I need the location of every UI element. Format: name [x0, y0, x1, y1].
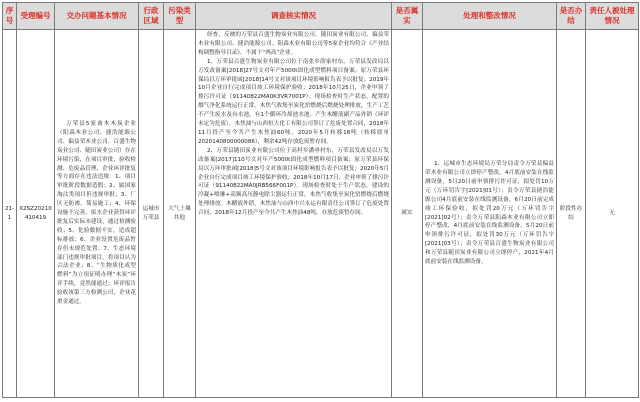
cell-investigation: [196, 30, 392, 398]
header-issue: 交办问题基本情况: [55, 3, 139, 30]
issue-text: 万荣县5家禽木木炭企业（阳森木业公司、捷浩能源公司、偏益荣木业公司、百盛生物炭业公司、随田炭业公司）存在环境污染，在项目审批、验收检测、危废品管理、企业环评批复等方面存在违法违规：1、项目审批阶段数据造假；2、属国家淘汰类项目但违规审批；3、厂区无防渗、简易施工；4、环保设施不完善，废水企业获得环评批复后实际未建设，通过检测验收；5、化验数据不实，造成超标排放；6、企业设置危废品暂存但未规范处置；7、生态环境部门违规审批项目，将项目认为合法企业；8、“生物质化成型燃料”为立项证明办理“木炭”环评手续，竟然能通过；环评报告验收该第三方检测公司，企业花重金通过。: [57, 120, 136, 306]
header-number: 受理编号: [17, 3, 55, 30]
header-handling: 处理和整改情况: [423, 3, 557, 30]
cell-handling: [423, 30, 557, 398]
header-verified: 是否属实: [392, 3, 423, 30]
header-accountability: 是否办结: [557, 3, 586, 30]
header-responsible: 责任人被处理情况: [586, 3, 639, 30]
investigation-paragraph: 2、万荣县随田炭业有限公司位于高村乡潘垂村东，万荣县发改局以万发改备案[2017]110号文对年产5000t固化成型燃料项目备案；原万荣县环保局以万环审批函[2018]5号文对该项目环境影响报告表予以批复；2020年5月企业自行完成项目竣工环境保护验收；2018年10月17日，企业申领了排污许可证（91140822MA0JRB566F001P）。现场检查时处于生产状态，建设的冷凝+喷淋+高频高压静电除尘器运行正常，木焦气收集至炭化窑燃烧后燃烧处理排放。木醋液外销，木焦油与山西中兴永运有限责任公司签订了危废处置合同，2018年12月投产至今共产生木焦油48吨，存放危废暂存间。: [198, 147, 389, 217]
header-seq: 序号: [3, 3, 17, 30]
investigation-paragraph: 经查，反映的万荣县百盛生物炭业有限公司、随田炭业有限公司、偏益荣木业有限公司、捷浩能源公司、阳森木业有限公司等5家企业均符合《产业结构调整指导目录》，不属于“两高”企业。: [198, 32, 389, 56]
header-investigation: 调查核实情况: [196, 3, 392, 30]
cell-verified: 属实: [392, 30, 423, 398]
cell-seq: 21-1: [3, 30, 17, 398]
cell-region: 运城市万荣县: [139, 30, 164, 398]
handling-paragraph: 1、运城市生态环境局万荣分局责令万荣县偏益荣木业有限公司立即停产整改，4月底前安装在线监测设备，5月20日前申领排污许可证，拟处罚10万元（万环罚告字[2021]01号）；责令万荣县捷浩能源公司4月底前安装在线监测设备，6月20日前完成竣工环保验收，拟处罚20万元（万环罚告字[2021]02号）；责令万荣县阳森木业有限公司立即停产整改，4月底前安装在线监测设备，5月20日前申领排污许可证，拟处罚30万元（万环罚告字[2021]03号）；责令万荣县百盛生物炭业有限公司和万荣县随田炭业有限公司立即停产，2021年4月底前安装在线监测设备。: [425, 161, 554, 266]
header-region: 行政区域: [139, 3, 164, 30]
cell-pollution: 大气土壤其他: [164, 30, 196, 398]
cell-responsible: 无: [586, 30, 639, 398]
cell-issue: [55, 30, 139, 398]
investigation-paragraph: 1、万荣县百盛生物炭业有限公司位于南张乡薛家村东，万荣县发改局以万发改备案[2018]27号文对年产5000t固化成型燃料项目备案；原万荣县环保局以万环审批函[2018]14号文对该项目环境影响报告表予以批复；2019年10月企业自行完成项目竣工环境保护验收；2018年10月25日，企业申领了排污许可证（91140822MA0K3VR7001P）。现场检查时生产状态，配置的烟气净化系统运行正常，木焦气收集至炭化窑燃烧后燃烧处理排放，生产工艺不产生废水及有水池，有1个循环冷却池水池。产生木醋液副产品外销（环评未定为危废）。木焦油与山西恒大化工有限公司签订了危废处置合同，2018年11月投产至今共产生木焦油60吨，2020年5月转移18吨（转移联单2020140800000086），剩余42吨存放危废暂存间。: [198, 58, 389, 145]
header-pollution: 污染类型: [164, 3, 196, 30]
header-row: [3, 3, 639, 30]
cell-accountability: 阶段性办结: [557, 30, 586, 398]
table-row: [3, 30, 639, 398]
complaint-table: [2, 2, 639, 398]
cell-number: X2SZ20210410419: [17, 30, 55, 398]
